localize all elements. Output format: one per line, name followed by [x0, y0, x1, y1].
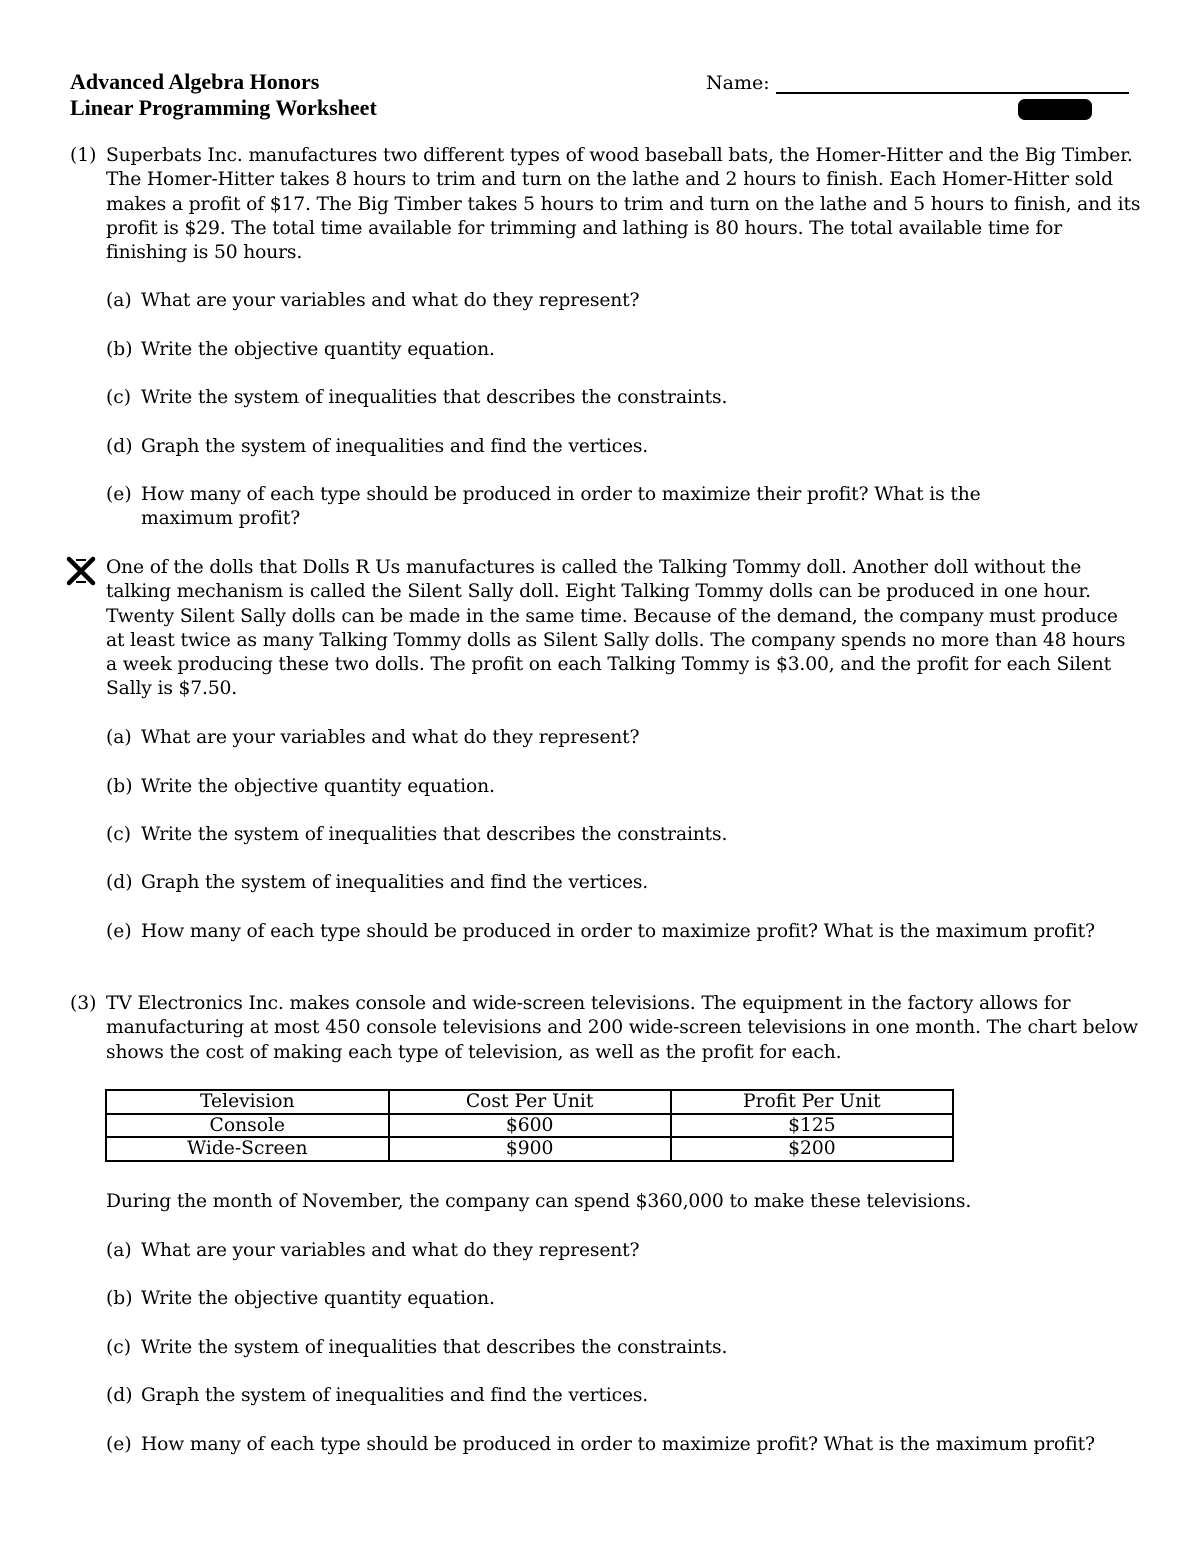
- part-text: Graph the system of inequalities and find the vertices.: [141, 436, 649, 457]
- part-label: (b): [106, 339, 133, 360]
- part-text: Write the objective quantity equation.: [141, 1288, 495, 1309]
- part-text: Write the objective quantity equation.: [141, 776, 495, 797]
- part-label: (e): [106, 1434, 132, 1455]
- part-label: (e): [106, 921, 132, 942]
- part-text: What are your variables and what do they represent?: [141, 290, 640, 311]
- problem-1-text: Superbats Inc. manufactures two different types of wood baseball bats, the Homer-Hitter and the Big Timber. The Homer-Hitter takes 8 hours to trim and turn on the lathe and 2 hours to finish. Each Homer-Hitter sold makes a profit of $17. The Big Timber takes 5 hours to trim and turn on the lathe and 5 hours to finish, and its profit is $29. The total time available for trimming and lathing is 80 hours. The total available time for finishing is 50 hours.: [106, 145, 1141, 264]
- table-header-row: [106, 1090, 953, 1114]
- television-table: [105, 1089, 954, 1162]
- name-label: Name:: [706, 72, 770, 94]
- table-cell: $900: [389, 1137, 671, 1161]
- table-cell: $600: [389, 1114, 671, 1138]
- budget-statement: During the month of November, the company can spend $360,000 to make these televisions.: [106, 1191, 972, 1212]
- part-label: (d): [106, 872, 133, 893]
- course-title: Advanced Algebra Honors: [70, 69, 320, 94]
- part-label: (d): [106, 1385, 133, 1406]
- table-row: [106, 1114, 953, 1138]
- part-label: (e): [106, 484, 132, 505]
- part-label: (c): [106, 824, 132, 845]
- table-header-cell: Cost Per Unit: [389, 1090, 671, 1114]
- part-text: Write the system of inequalities that describes the constraints.: [141, 1337, 728, 1358]
- part-label: (b): [106, 1288, 133, 1309]
- problem-number: (1): [70, 145, 97, 166]
- part-label: (d): [106, 436, 133, 457]
- problem-3-text: TV Electronics Inc. makes console and wide-screen televisions. The equipment in the factory allows for manufacturing at most 450 console televisions and 200 wide-screen televisions in one month. The chart below shows the cost of making each type of television, as well as the profit for each.: [106, 993, 1139, 1063]
- worksheet-title: Linear Programming Worksheet: [70, 95, 377, 120]
- redaction-mark: [1018, 99, 1092, 120]
- table-cell: $200: [671, 1137, 953, 1161]
- part-text: Write the objective quantity equation.: [141, 339, 495, 360]
- part-text: What are your variables and what do they represent?: [141, 727, 640, 748]
- table-header-cell: Television: [106, 1090, 389, 1114]
- problem-2-text: One of the dolls that Dolls R Us manufactures is called the Talking Tommy doll. Another doll without the talking mechanism is called the Silent Sally doll. Eight Talking Tommy dolls can be produced in one hour. Twenty Silent Sally dolls can be made in the same time. Because of the demand, the company must produce at least twice as many Talking Tommy dolls as Silent Sally dolls. The company spends no more than 48 hours a week producing these two dolls. The profit on each Talking Tommy is $3.00, and the profit for each Silent Sally is $7.50.: [106, 557, 1126, 700]
- table-row: [106, 1137, 953, 1161]
- problem-number: (3): [70, 993, 97, 1014]
- part-label: (b): [106, 776, 133, 797]
- table-header-cell: Profit Per Unit: [671, 1090, 953, 1114]
- table-cell: $125: [671, 1114, 953, 1138]
- name-field-line: [776, 92, 1129, 94]
- part-text: How many of each type should be produced in order to maximize their profit? What is the maximum profit?: [141, 484, 981, 530]
- crossed-out-number-icon: [66, 556, 96, 586]
- part-label: (a): [106, 1240, 132, 1261]
- part-text: Graph the system of inequalities and find the vertices.: [141, 872, 649, 893]
- part-text: How many of each type should be produced in order to maximize profit? What is the maximum profit?: [141, 1434, 1095, 1455]
- part-text: Write the system of inequalities that describes the constraints.: [141, 824, 728, 845]
- table-cell: Wide-Screen: [106, 1137, 389, 1161]
- part-text: What are your variables and what do they represent?: [141, 1240, 640, 1261]
- part-text: How many of each type should be produced in order to maximize profit? What is the maximum profit?: [141, 921, 1095, 942]
- part-label: (c): [106, 387, 132, 408]
- part-label: (a): [106, 290, 132, 311]
- part-label: (a): [106, 727, 132, 748]
- part-label: (c): [106, 1337, 132, 1358]
- part-text: Write the system of inequalities that describes the constraints.: [141, 387, 728, 408]
- table-cell: Console: [106, 1114, 389, 1138]
- part-text: Graph the system of inequalities and find the vertices.: [141, 1385, 649, 1406]
